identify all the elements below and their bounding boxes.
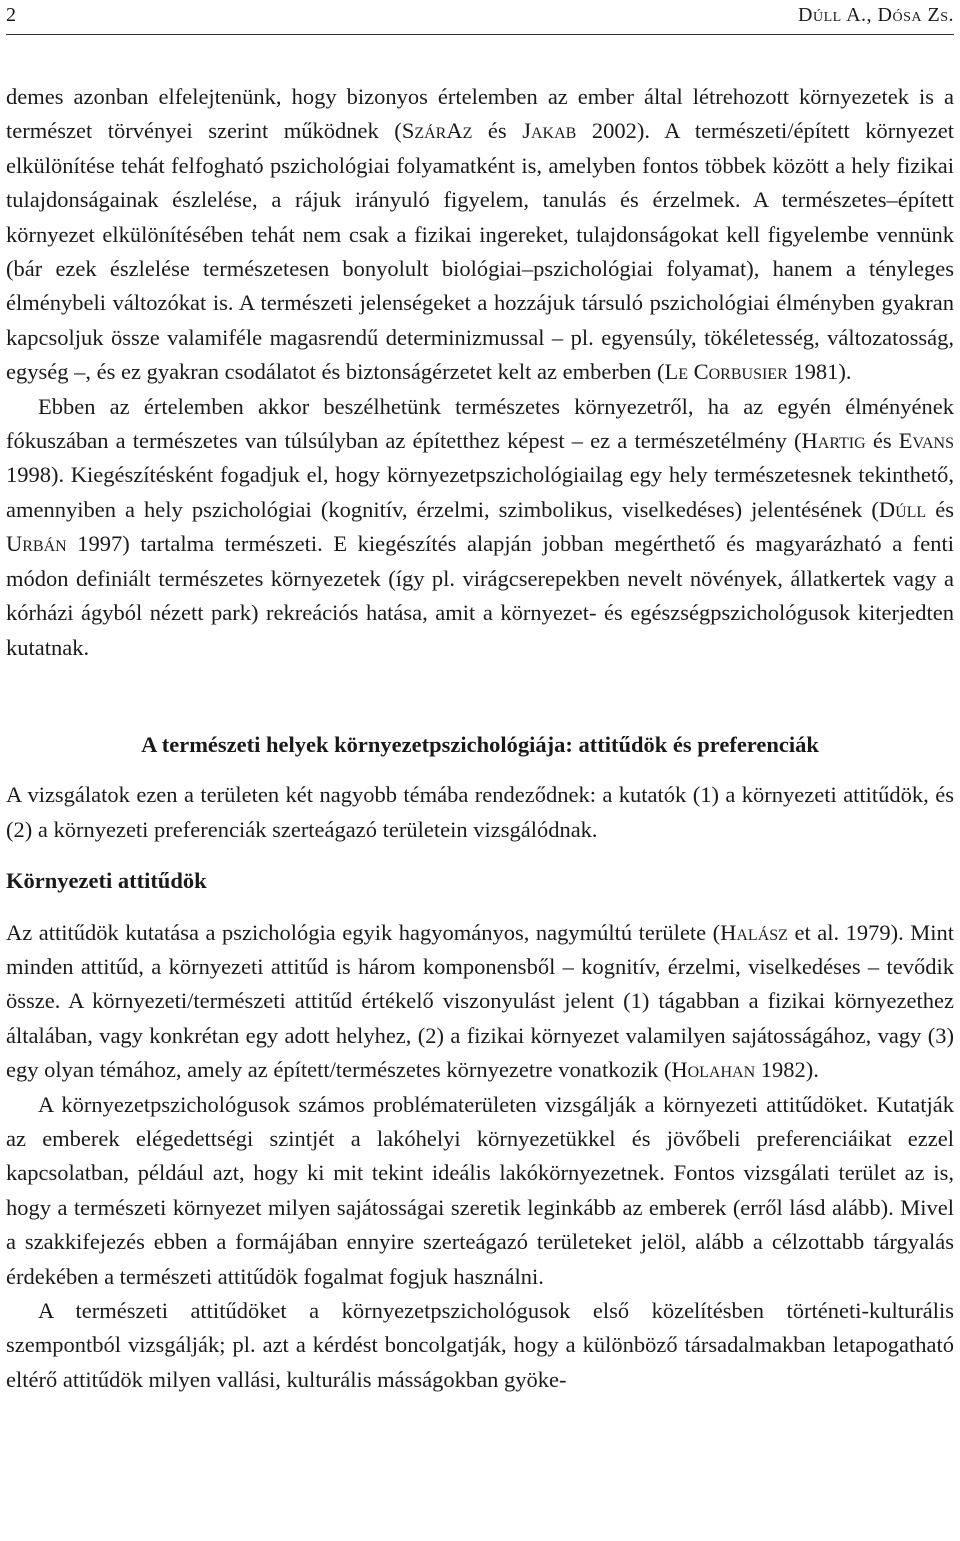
paragraph (6, 1088, 954, 1294)
small-caps-text: olahan (687, 1057, 756, 1083)
text-run: A (446, 118, 463, 144)
paragraph (6, 778, 954, 847)
text-run: és E (865, 428, 913, 454)
paragraph (6, 390, 954, 665)
small-caps-text: orbusier (708, 359, 788, 385)
text-run: A vizsgálatok ezen a területen két nagyobb témába rendeződnek: a kutatók (1) a környezeti attitűdök, és (2) a környezeti preferenciák szerteágazó területein vizsgálódnak. (6, 782, 954, 842)
small-caps-text: Szár (401, 118, 447, 144)
text-run: és J (472, 118, 531, 144)
paragraph (6, 1294, 954, 1397)
text-run: et al. 1979). Mint minden attitűd, a környezeti attitűd is három komponensből – kognitív, érzelmi, viselkedéses – tevődik össze. A környezeti/természeti attitűd értékelő viszonyulást jelent (1) tágabban a fizikai környezethez általában, vagy konkrétan egy adott helyhez, (2) a fizikai környezet valamilyen sajátosságához, vagy (3) egy olyan témához, amely az épített/természetes környezetre vonatkozik (H (6, 919, 954, 1083)
text-run: Ebben az értelemben akkor beszélhetünk természetes környezetről, ha az egyén élményének fókuszában a természetes van túlsúlyban az építetthez képest – ez a természetélmény (H (6, 393, 954, 454)
text-run: és U (6, 496, 954, 557)
paragraph (6, 916, 954, 1088)
small-caps-text: vans (912, 428, 954, 454)
running-header (6, 0, 954, 35)
text-run: 2002). A természeti/épített környezet elkülönítése tehát felfogható pszichológiai folyamatként is, amelyben fontos többek között a hely fizikai tulajdonságainak észlelése, a rájuk irányuló figyelem, tanulás és érzelmek. A természetes–épített környezet elkülönítésében tehát nem csak a fizikai ingereket, tulajdonságokat kell figyelembe vennünk (bár ezek észlelése természetesen bonyolult biológiai–pszichológiai folyamat), hanem a tényleges élménybeli változókat is. A természeti jelenségeket a hozzájuk társuló pszichológiai élményben gyakran kapcsoljuk össze valamiféle magasrendű determinizmussal – pl. egyensúly, tökéletesség, változatosság, egység –, és ez gyakran csodálatot és biztonságérzetet kelt az emberben (L (6, 118, 954, 385)
text-run: Az attitűdök kutatása a pszichológia egyik hagyományos, nagymúltú területe (H (6, 919, 737, 945)
small-caps-text: e (678, 359, 688, 385)
small-caps-text: úll (895, 496, 927, 522)
page-number: 2 (6, 4, 16, 26)
text-run: C (687, 359, 709, 385)
body-text (6, 80, 954, 1397)
text-run: demes azonban elfelejtenünk, hogy bizonyos értelemben az ember által létrehozott környezetek is a természet törvényei szerint működnek ( (6, 84, 954, 144)
subsection-heading: Környezeti attitűdök (6, 868, 207, 894)
small-caps-text: alász (736, 919, 788, 945)
text-run: 1997) tartalma természeti. E kiegészítés alapján jobban megérthető és magyarázható a fenti módon definiált természetes környezetek (így pl. virágcserepekben nevelt növények, állatkertek vagy a kórházi ágyból nézett park) rekreációs hatása, amit a környezet- és egészségpszichológusok kiterjedten kutatnak. (6, 531, 954, 660)
text-run: 1998). Kiegészítésként fogadjuk el, hogy környezetpszichológiailag egy hely természetesnek tekinthető, amennyiben a hely pszichológiai (kognitív, érzelmi, szimbolikus, viselkedéses) jelentésének (D (6, 462, 954, 522)
text-run: A természeti attitűdöket a környezetpszichológusok első közelítésben történeti-kulturális szempontból vizsgálják; pl. azt a kérdést boncolgatják, hogy a különböző társadalmakban letapogatható eltérő attitűdök milyen vallási, kulturális másságokban gyöke- (6, 1298, 954, 1392)
text-run: 1981). (787, 359, 852, 385)
small-caps-text: artig (817, 428, 866, 454)
text-run: 1982). (755, 1057, 819, 1083)
paragraph (6, 80, 954, 390)
small-caps-text: rbán (22, 531, 67, 557)
section-heading: A természeti helyek környezetpszichológiája: attitűdök és preferenciák (141, 731, 819, 757)
small-caps-text: akab (530, 118, 577, 144)
small-caps-text: z (462, 118, 473, 144)
text-run: A környezetpszichológusok számos problématerületen vizsgálják a környezeti attitűdöket. Kutatják az emberek elégedettségi szintjét a lakóhelyi környezetükkel és jövőbeli preferenciáikat ezzel kapcsolatban, például azt, hogy ki mit tekint ideális lakókörnyezetnek. Fontos vizsgálati terület az is, hogy a természeti környezet milyen sajátosságai szeretik leginkább az emberek (erről lásd alább). Mivel a szakkifejezés ebben a formájában ennyire szerteágazó területeket jelöl, alább a célzottabb tárgyalás érdekében a természeti attitűdök fogalmat fogjuk használni. (6, 1091, 954, 1289)
running-header-authors: Dúll A., Dósa Zs. (798, 4, 954, 26)
